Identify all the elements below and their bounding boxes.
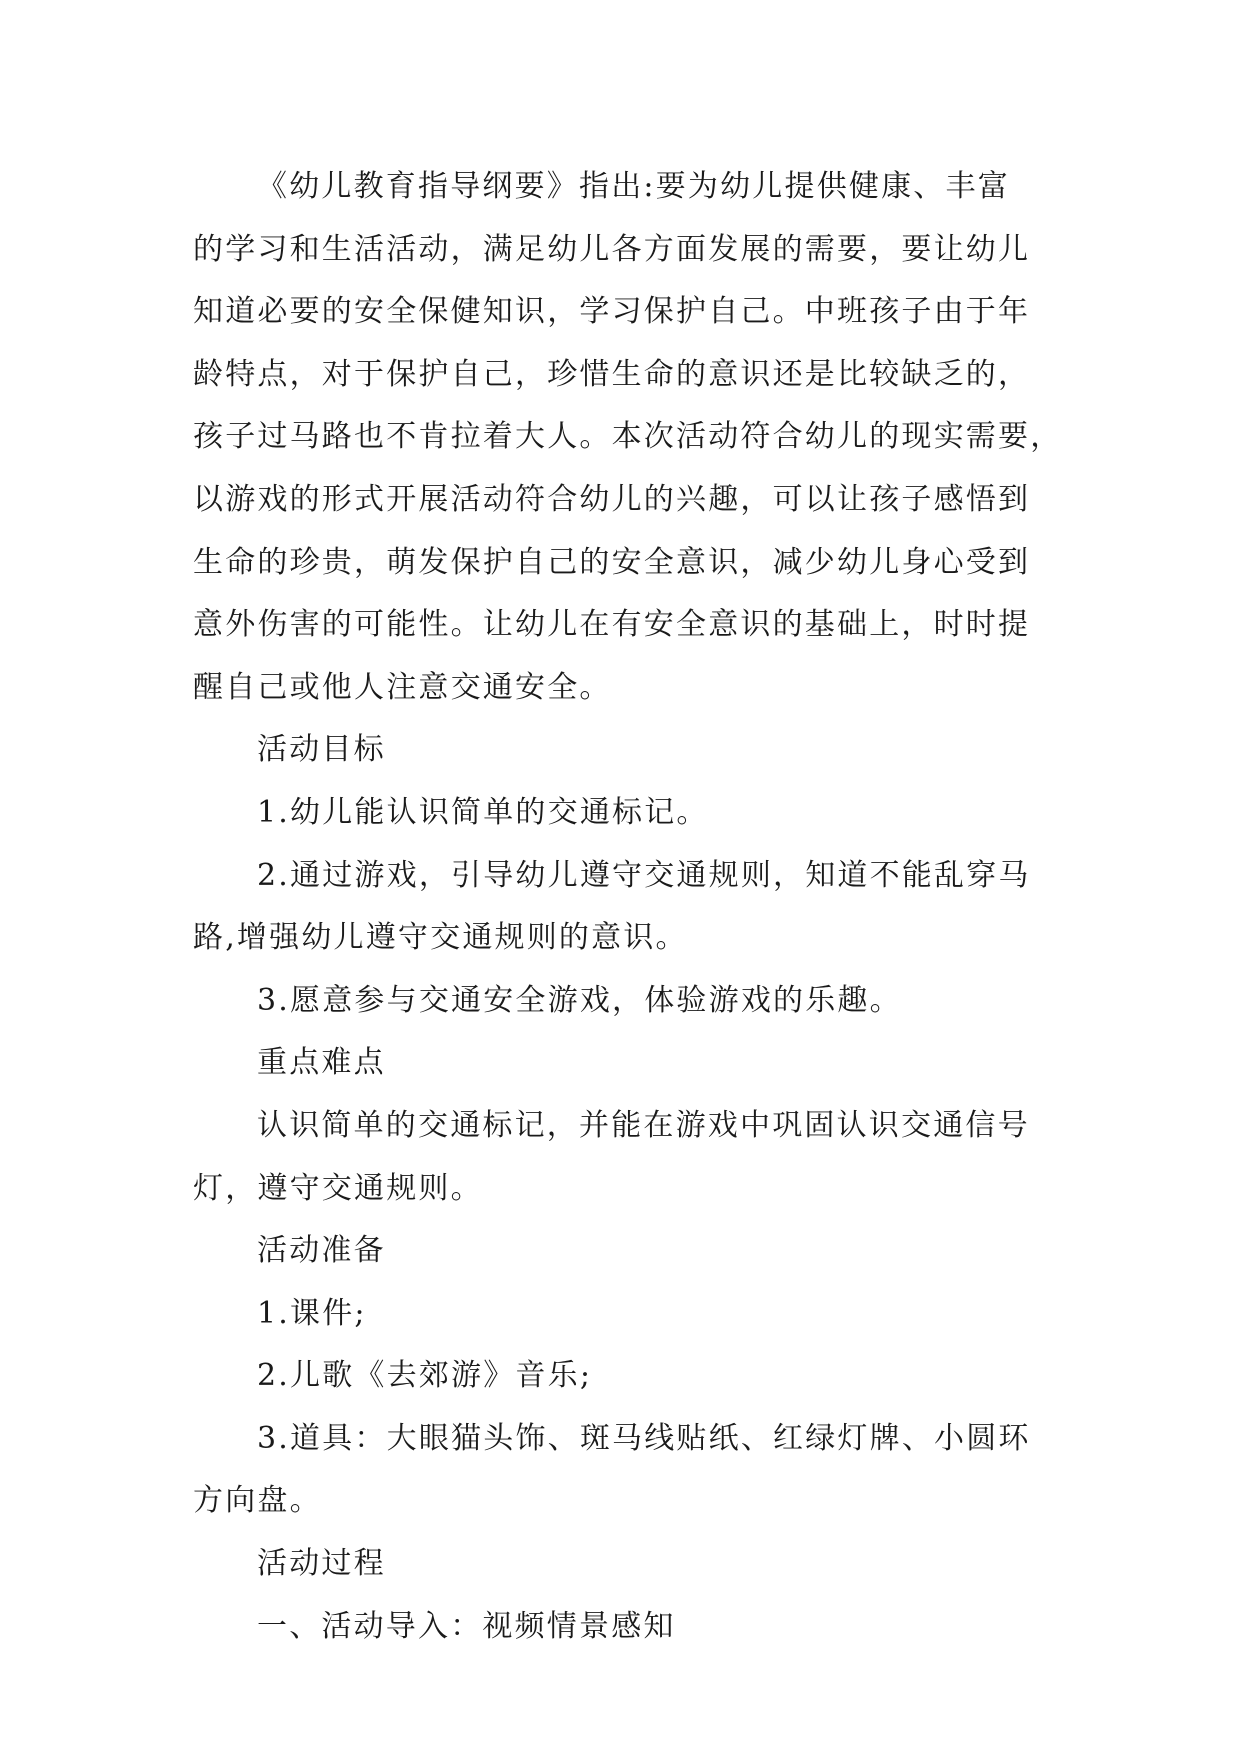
key-points-line-1: 认识简单的交通标记，并能在游戏中巩固认识交通信号: [257, 1107, 1030, 1143]
goal-item-3: 3.愿意参与交通安全游戏，体验游戏的乐趣。: [257, 982, 902, 1018]
goals-heading: 活动目标: [257, 732, 386, 768]
preparation-item-2: 2.儿歌《去郊游》音乐;: [257, 1358, 593, 1394]
preparation-item-3-line-1: 3.道具：大眼猫头饰、斑马线贴纸、红绿灯牌、小圆环: [257, 1420, 1031, 1456]
preparation-item-3-line-2: 方向盘。: [193, 1483, 322, 1519]
key-points-heading: 重点难点: [257, 1045, 386, 1081]
key-points-line-2: 灯，遵守交通规则。: [193, 1170, 483, 1206]
intro-line: 龄特点，对于保护自己，珍惜生命的意识还是比较缺乏的，: [193, 356, 1031, 392]
goal-item-2-line-2: 路,增强幼儿遵守交通规则的意识。: [193, 920, 688, 956]
intro-line: 《幼儿教育指导纲要》指出:要为幼儿提供健康、丰富: [257, 169, 1010, 204]
goal-item-1: 1.幼儿能认识简单的交通标记。: [257, 794, 709, 830]
intro-line: 生命的珍贵，萌发保护自己的安全意识，减少幼儿身心受到: [193, 544, 1031, 580]
intro-line: 的学习和生活活动，满足幼儿各方面发展的需要，要让幼儿: [193, 231, 1031, 267]
intro-paragraph: [193, 156, 1063, 719]
intro-line: 意外伤害的可能性。让幼儿在有安全意识的基础上，时时提: [193, 607, 1031, 643]
intro-line: 以游戏的形式开展活动符合幼儿的兴趣，可以让孩子感悟到: [193, 481, 1031, 517]
intro-line: 孩子过马路也不肯拉着大人。本次活动符合幼儿的现实需要，: [193, 419, 1063, 455]
intro-line: 知道必要的安全保健知识，学习保护自己。中班孩子由于年: [193, 294, 1031, 330]
process-heading: 活动过程: [257, 1546, 386, 1582]
preparation-heading: 活动准备: [257, 1233, 386, 1269]
intro-line: 醒自己或他人注意交通安全。: [193, 669, 612, 705]
preparation-item-1: 1.课件;: [257, 1295, 367, 1331]
goal-item-2-line-1: 2.通过游戏，引导幼儿遵守交通规则，知道不能乱穿马: [257, 857, 1031, 893]
process-step-1: 一、活动导入：视频情景感知: [257, 1608, 676, 1644]
document-body: [193, 156, 1063, 1658]
